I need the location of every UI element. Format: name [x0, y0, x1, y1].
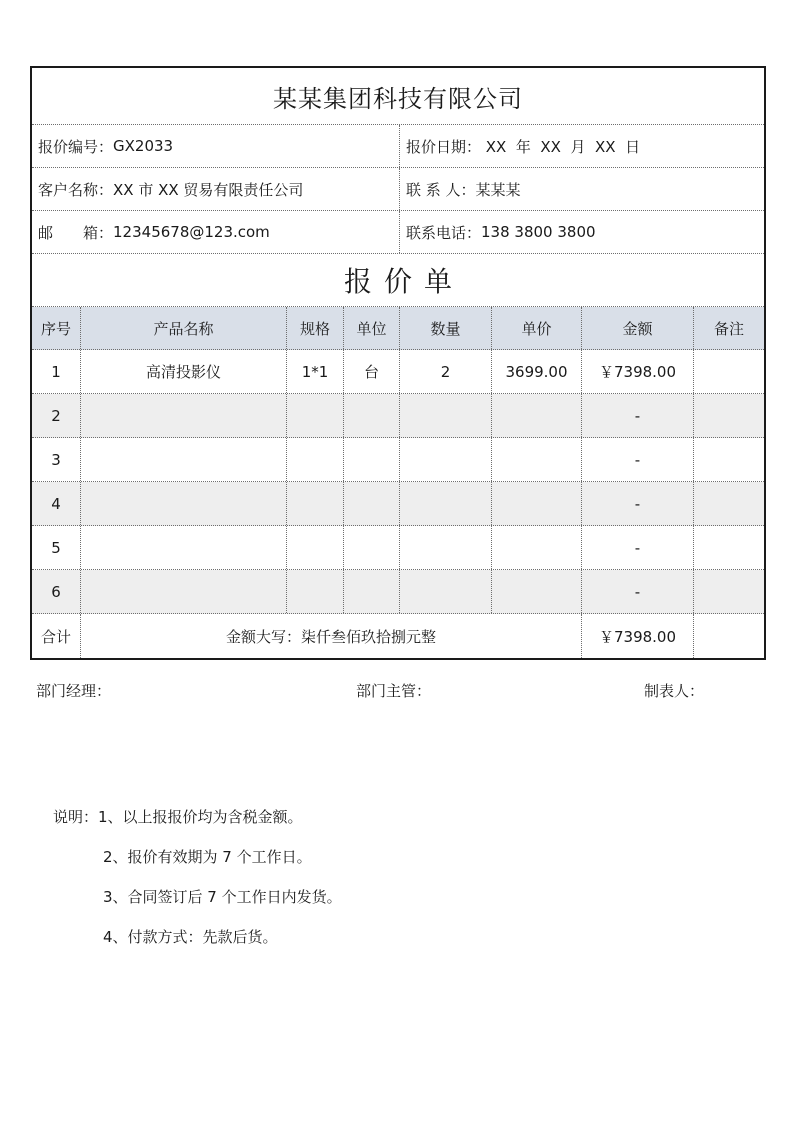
cell-quantity	[400, 482, 492, 525]
header-spec: 规格	[287, 307, 344, 349]
total-amount-in-words: 金额大写：柒仟叁佰玖拾捌元整	[81, 614, 582, 658]
cell-remark	[694, 350, 764, 393]
header-unit: 单位	[344, 307, 400, 349]
phone-value: 138 3800 3800	[481, 223, 596, 241]
cell-unit	[344, 526, 400, 569]
quote-date-cell	[400, 125, 764, 167]
email-value: 12345678@123.com	[113, 223, 270, 241]
cell-product-name: 高清投影仪	[81, 350, 287, 393]
cell-index: 3	[32, 438, 81, 481]
cell-unit	[344, 482, 400, 525]
cell-spec: 1*1	[287, 350, 344, 393]
cell-quantity	[400, 526, 492, 569]
contact-cell	[400, 168, 764, 210]
cell-spec	[287, 526, 344, 569]
cell-amount: -	[582, 526, 694, 569]
header-product-name: 产品名称	[81, 307, 287, 349]
note-item: 说明：1、以上报报价均为含税金额。	[53, 807, 303, 826]
quote-number-cell	[32, 125, 400, 167]
document-title: 报价单	[32, 254, 764, 307]
contact-value: 某某某	[475, 180, 521, 199]
info-row-2	[32, 168, 764, 211]
cell-remark	[694, 570, 764, 613]
table-header	[32, 307, 764, 350]
phone-cell	[400, 211, 764, 253]
cell-amount: -	[582, 570, 694, 613]
total-row	[32, 614, 764, 658]
cell-unit-price	[492, 482, 582, 525]
cell-amount: -	[582, 482, 694, 525]
cell-index: 2	[32, 394, 81, 437]
email-label: 邮 箱：	[38, 223, 114, 242]
cell-amount: -	[582, 438, 694, 481]
cell-unit-price	[492, 570, 582, 613]
cell-spec	[287, 438, 344, 481]
quote-date-label: 报价日期：	[406, 137, 482, 156]
cell-unit	[344, 438, 400, 481]
contact-label: 联 系 人：	[406, 180, 476, 199]
table-row	[32, 350, 764, 394]
preparer-signature: 制表人：	[644, 682, 705, 700]
cell-product-name	[81, 570, 287, 613]
cell-remark	[694, 438, 764, 481]
table-row	[32, 438, 764, 482]
customer-label: 客户名称：	[38, 180, 114, 199]
cell-unit-price: 3699.00	[492, 350, 582, 393]
header-index: 序号	[32, 307, 81, 349]
notes-section	[53, 796, 342, 956]
quote-date-value: XX 年 XX 月 XX 日	[481, 137, 641, 156]
cell-unit-price	[492, 438, 582, 481]
info-row-1	[32, 125, 764, 168]
cell-quantity	[400, 570, 492, 613]
cell-index: 6	[32, 570, 81, 613]
cell-amount: -	[582, 394, 694, 437]
cell-product-name	[81, 482, 287, 525]
cell-product-name	[81, 394, 287, 437]
dept-manager-signature: 部门经理：	[36, 682, 112, 700]
total-remark	[694, 614, 764, 658]
table-row	[32, 482, 764, 526]
table-row	[32, 526, 764, 570]
quote-number-value: GX2033	[113, 137, 174, 155]
cell-unit-price	[492, 394, 582, 437]
header-amount: 金额	[582, 307, 694, 349]
cell-unit: 台	[344, 350, 400, 393]
note-item: 2、报价有效期为 7 个工作日。	[103, 847, 312, 866]
quotation-sheet	[30, 66, 766, 660]
cell-unit	[344, 570, 400, 613]
cell-index: 1	[32, 350, 81, 393]
cell-quantity	[400, 394, 492, 437]
customer-value: XX 市 XX 贸易有限责任公司	[113, 180, 304, 199]
cell-amount: ￥7398.00	[582, 350, 694, 393]
note-item: 4、付款方式：先款后货。	[103, 927, 278, 946]
cell-product-name	[81, 438, 287, 481]
info-row-3	[32, 211, 764, 254]
phone-label: 联系电话：	[406, 223, 482, 242]
header-unit-price: 单价	[492, 307, 582, 349]
email-cell	[32, 211, 400, 253]
cell-spec	[287, 482, 344, 525]
customer-cell	[32, 168, 400, 210]
table-row	[32, 570, 764, 614]
cell-remark	[694, 526, 764, 569]
dept-supervisor-signature: 部门主管：	[356, 682, 432, 700]
cell-remark	[694, 482, 764, 525]
cell-quantity	[400, 438, 492, 481]
quote-number-label: 报价编号：	[38, 137, 114, 156]
cell-product-name	[81, 526, 287, 569]
cell-remark	[694, 394, 764, 437]
company-title: 某某集团科技有限公司	[32, 68, 764, 125]
header-quantity: 数量	[400, 307, 492, 349]
cell-index: 4	[32, 482, 81, 525]
cell-unit-price	[492, 526, 582, 569]
cell-spec	[287, 394, 344, 437]
cell-spec	[287, 570, 344, 613]
cell-quantity: 2	[400, 350, 492, 393]
total-label: 合计	[32, 614, 81, 658]
total-amount: ￥7398.00	[582, 614, 694, 658]
cell-unit	[344, 394, 400, 437]
cell-index: 5	[32, 526, 81, 569]
note-item: 3、合同签订后 7 个工作日内发货。	[103, 887, 342, 906]
table-row	[32, 394, 764, 438]
header-remark: 备注	[713, 319, 744, 338]
